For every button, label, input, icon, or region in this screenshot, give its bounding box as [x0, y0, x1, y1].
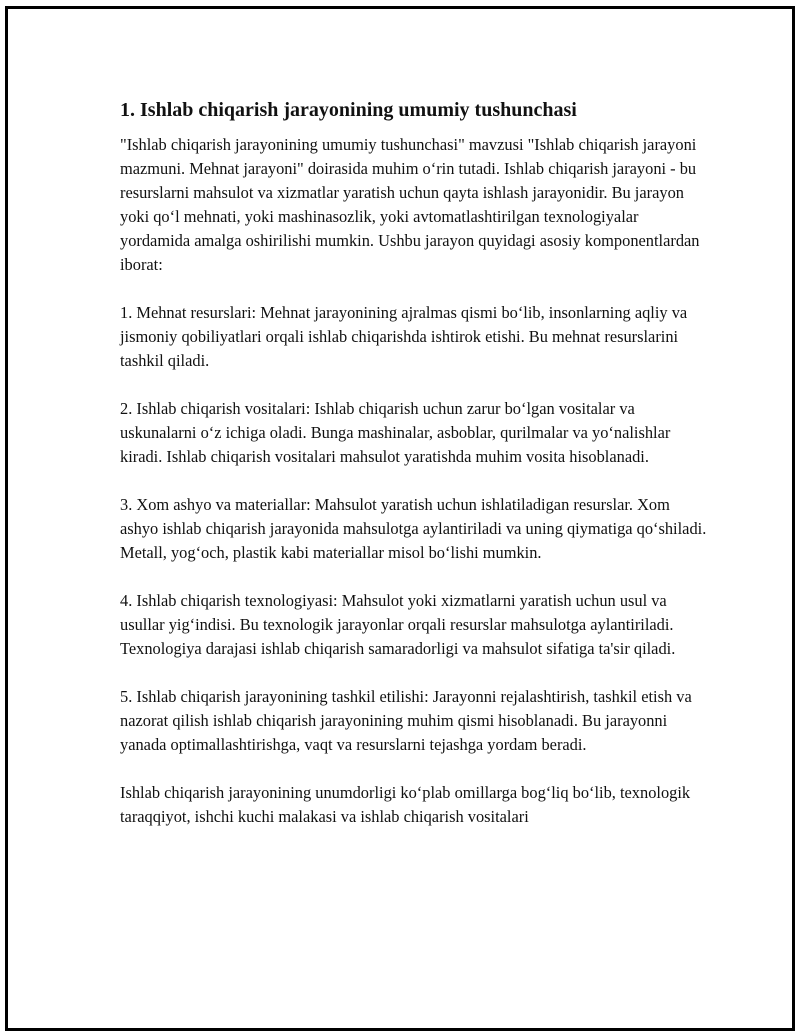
intro-paragraph: "Ishlab chiqarish jarayonining umumiy tushunchasi" mavzusi "Ishlab chiqarish jarayoni mazmuni. Mehnat jarayoni" doirasida muhim o‘rin tutadi. Ishlab chiqarish jarayoni - bu resurslarni mahsulot va xizmatlar yaratish uchun qayta ishlash jarayonidir. Bu jarayon yoki qo‘l mehnati, yoki mashinasozlik, yoki avtomatlashtirilgan texnologiyalar yordamida amalga oshirilishi mumkin. Ushbu jarayon quyidagi asosiy komponentlardan iborat: — [120, 135, 700, 274]
section-heading: 1. Ishlab chiqarish jarayonining umumiy tushunchasi — [120, 99, 577, 121]
page-frame — [5, 6, 795, 1031]
paragraph-means-of-production: 2. Ishlab chiqarish vositalari: Ishlab chiqarish uchun zarur bo‘lgan vositalar va uskunalarni o‘z ichiga oladi. Bunga mashinalar, asboblar, qurilmalar va yo‘nalishlar kiradi. Ishlab chiqarish vositalari mahsulot yaratishda muhim vosita hisoblanadi. — [120, 399, 671, 466]
document-body — [120, 97, 710, 853]
paragraph-process-organization: 5. Ishlab chiqarish jarayonining tashkil etilishi: Jarayonni rejalashtirish, tashkil etish va nazorat qilish ishlab chiqarish jarayonining muhim qismi hisoblanadi. Bu jarayonni yanada optimallashtirishga, vaqt va resurslarni tejashga yordam beradi. — [120, 687, 692, 754]
paragraph-production-technology: 4. Ishlab chiqarish texnologiyasi: Mahsulot yoki xizmatlarni yaratish uchun usul va usullar yig‘indisi. Bu texnologik jarayonlar orqali resurslar mahsulotga aylantiriladi. Texnologiya darajasi ishlab chiqarish samaradorligi va mahsulot sifatiga ta'sir qiladi. — [120, 591, 676, 658]
paragraph-labor-resources: 1. Mehnat resurslari: Mehnat jarayonining ajralmas qismi bo‘lib, insonlarning aqliy va jismoniy qobiliyatlari orqali ishlab chiqarishda ishtirok etishi. Bu mehnat resurslarini tashkil qiladi. — [120, 303, 688, 370]
paragraph-raw-materials: 3. Xom ashyo va materiallar: Mahsulot yaratish uchun ishlatiladigan resurslar. Xom ashyo ishlab chiqarish jarayonida mahsulotga aylantiriladi va uning qiymatiga qo‘shiladi. Metall, yog‘och, plastik kabi materiallar misol bo‘lishi mumkin. — [120, 495, 707, 562]
closing-paragraph: Ishlab chiqarish jarayonining unumdorligi ko‘plab omillarga bog‘liq bo‘lib, texnologik taraqqiyot, ishchi kuchi malakasi va ishlab chiqarish vositalari — [120, 783, 691, 826]
